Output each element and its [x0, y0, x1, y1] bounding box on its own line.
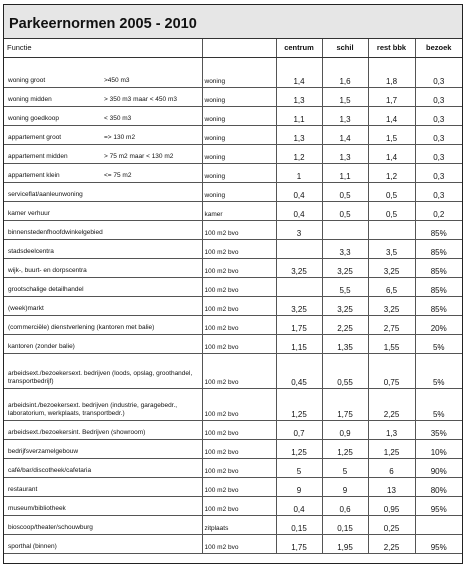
bezoek-cell: 0,3	[415, 125, 462, 144]
bezoek-cell: 85%	[415, 277, 462, 296]
table-row	[4, 57, 462, 87]
table-row	[4, 87, 462, 106]
unit-cell: 100 m2 bvo	[202, 458, 276, 477]
rest-cell: 0,75	[368, 353, 415, 388]
table-row	[4, 420, 462, 439]
unit-cell: woning	[202, 87, 276, 106]
unit-cell: kamer	[202, 201, 276, 220]
table-row	[4, 182, 462, 201]
centrum-cell: 1,75	[276, 315, 322, 334]
schil-cell: 1,3	[322, 144, 368, 163]
bezoek-cell: 0,3	[415, 182, 462, 201]
table-row	[4, 315, 462, 334]
table-row	[4, 458, 462, 477]
schil-cell: 1,6	[322, 57, 368, 87]
schil-cell: 5,5	[322, 277, 368, 296]
schil-cell: 0,15	[322, 515, 368, 534]
centrum-cell: 5	[276, 458, 322, 477]
bezoek-cell: 85%	[415, 220, 462, 239]
bezoek-cell: 85%	[415, 239, 462, 258]
table-row	[4, 334, 462, 353]
function-label: woning groot	[8, 76, 46, 84]
size-range: <= 75 m2	[104, 171, 132, 179]
function-label: restaurant	[8, 485, 38, 493]
schil-cell: 5	[322, 458, 368, 477]
function-cell	[4, 388, 202, 420]
schil-cell: 3,3	[322, 239, 368, 258]
schil-cell: 1,25	[322, 439, 368, 458]
function-label: wijk-, buurt- en dorpscentra	[8, 266, 87, 274]
function-label: arbeidsext./bezoekersext. bedrijven (loods, opslag, groothandel, transportbedrijf)	[8, 369, 193, 385]
unit-cell: 100 m2 bvo	[202, 277, 276, 296]
rest-cell: 1,25	[368, 439, 415, 458]
function-label: kamer verhuur	[8, 209, 50, 217]
header-centrum: centrum	[276, 39, 322, 57]
header-functie: Functie	[4, 39, 202, 57]
bezoek-cell: 0,2	[415, 201, 462, 220]
centrum-cell: 1,15	[276, 334, 322, 353]
centrum-cell: 1,1	[276, 106, 322, 125]
schil-cell: 3,25	[322, 258, 368, 277]
function-label: (commerciële) dienstverlening (kantoren met balie)	[8, 323, 155, 331]
rest-cell: 1,2	[368, 163, 415, 182]
centrum-cell: 0,45	[276, 353, 322, 388]
function-cell	[4, 163, 202, 182]
unit-cell: woning	[202, 125, 276, 144]
rest-cell: 1,4	[368, 106, 415, 125]
centrum-cell: 0,4	[276, 182, 322, 201]
size-range: < 350 m3	[104, 114, 132, 122]
schil-cell: 1,35	[322, 334, 368, 353]
unit-cell: 100 m2 bvo	[202, 388, 276, 420]
bezoek-cell: 95%	[415, 534, 462, 553]
table-row	[4, 439, 462, 458]
function-label: (week)markt	[8, 304, 44, 312]
rest-cell: 0,5	[368, 201, 415, 220]
bezoek-cell: 0,3	[415, 163, 462, 182]
function-label: appartement midden	[8, 152, 68, 160]
table-row	[4, 125, 462, 144]
unit-cell: 100 m2 bvo	[202, 296, 276, 315]
unit-cell: woning	[202, 57, 276, 87]
function-cell	[4, 420, 202, 439]
centrum-cell: 1,75	[276, 534, 322, 553]
function-label: woning goedkoop	[8, 114, 59, 122]
centrum-cell: 1,3	[276, 125, 322, 144]
centrum-cell: 0,4	[276, 201, 322, 220]
rest-cell: 1,5	[368, 125, 415, 144]
function-cell	[4, 125, 202, 144]
function-cell	[4, 296, 202, 315]
table-row	[4, 220, 462, 239]
function-label: arbeidsext./bezoekersint. Bedrijven (showroom)	[8, 428, 146, 436]
schil-cell: 1,5	[322, 87, 368, 106]
schil-cell	[322, 220, 368, 239]
rest-cell: 6,5	[368, 277, 415, 296]
unit-cell: 100 m2 bvo	[202, 315, 276, 334]
unit-cell: 100 m2 bvo	[202, 477, 276, 496]
bezoek-cell: 5%	[415, 353, 462, 388]
schil-cell: 0,9	[322, 420, 368, 439]
bezoek-cell: 0,3	[415, 57, 462, 87]
centrum-cell: 1,25	[276, 439, 322, 458]
unit-cell: woning	[202, 182, 276, 201]
function-cell	[4, 201, 202, 220]
rest-cell	[368, 220, 415, 239]
table-row	[4, 163, 462, 182]
rest-cell: 1,7	[368, 87, 415, 106]
size-range: >450 m3	[104, 76, 130, 84]
rest-cell: 6	[368, 458, 415, 477]
bezoek-cell: 0,3	[415, 106, 462, 125]
unit-cell: 100 m2 bvo	[202, 220, 276, 239]
rest-cell: 3,5	[368, 239, 415, 258]
unit-cell: woning	[202, 106, 276, 125]
function-cell	[4, 239, 202, 258]
header-unit	[202, 39, 276, 57]
table-row	[4, 277, 462, 296]
function-cell	[4, 144, 202, 163]
table-row	[4, 534, 462, 553]
bezoek-cell: 10%	[415, 439, 462, 458]
centrum-cell: 0,4	[276, 496, 322, 515]
function-cell	[4, 353, 202, 388]
unit-cell: 100 m2 bvo	[202, 353, 276, 388]
header-bezoek: bezoek	[415, 39, 462, 57]
header-row	[4, 39, 462, 57]
function-cell	[4, 496, 202, 515]
rest-cell: 1,55	[368, 334, 415, 353]
parking-norms-sheet	[3, 4, 463, 564]
rest-cell: 0,25	[368, 515, 415, 534]
function-cell	[4, 334, 202, 353]
unit-cell: 100 m2 bvo	[202, 496, 276, 515]
centrum-cell: 0,15	[276, 515, 322, 534]
bezoek-cell: 85%	[415, 258, 462, 277]
schil-cell: 0,6	[322, 496, 368, 515]
function-label: sporthal (binnen)	[8, 542, 57, 550]
table-row	[4, 496, 462, 515]
rest-cell: 1,8	[368, 57, 415, 87]
bezoek-cell	[415, 515, 462, 534]
function-label: museum/bibliotheek	[8, 504, 66, 512]
function-cell	[4, 182, 202, 201]
unit-cell: zitplaats	[202, 515, 276, 534]
rest-cell: 13	[368, 477, 415, 496]
size-range: > 75 m2 maar < 130 m2	[104, 152, 174, 160]
rest-cell: 0,95	[368, 496, 415, 515]
function-cell	[4, 277, 202, 296]
table-row	[4, 144, 462, 163]
centrum-cell	[276, 239, 322, 258]
function-label: kantoren (zonder balie)	[8, 342, 75, 350]
unit-cell: woning	[202, 163, 276, 182]
unit-cell: 100 m2 bvo	[202, 239, 276, 258]
rest-cell: 2,25	[368, 534, 415, 553]
table-row	[4, 353, 462, 388]
unit-cell: 100 m2 bvo	[202, 534, 276, 553]
bezoek-cell: 0,3	[415, 87, 462, 106]
rest-cell: 0,5	[368, 182, 415, 201]
centrum-cell: 1,2	[276, 144, 322, 163]
table-row	[4, 239, 462, 258]
parking-norms-table	[4, 39, 462, 554]
centrum-cell: 9	[276, 477, 322, 496]
bezoek-cell: 5%	[415, 388, 462, 420]
centrum-cell: 0,7	[276, 420, 322, 439]
rest-cell: 1,3	[368, 420, 415, 439]
rest-cell: 1,4	[368, 144, 415, 163]
function-label: stadsdeelcentra	[8, 247, 54, 255]
schil-cell: 0,55	[322, 353, 368, 388]
centrum-cell: 1	[276, 163, 322, 182]
function-label: grootschalige detailhandel	[8, 285, 84, 293]
size-range: > 350 m3 maar < 450 m3	[104, 95, 177, 103]
rest-cell: 2,25	[368, 388, 415, 420]
size-range: => 130 m2	[104, 133, 136, 141]
rest-cell: 3,25	[368, 296, 415, 315]
schil-cell: 1,4	[322, 125, 368, 144]
schil-cell: 9	[322, 477, 368, 496]
function-cell	[4, 106, 202, 125]
bezoek-cell: 80%	[415, 477, 462, 496]
function-label: binnenstedenfhoofdwinkelgebied	[8, 228, 103, 236]
bezoek-cell: 0,3	[415, 144, 462, 163]
table-row	[4, 388, 462, 420]
schil-cell: 0,5	[322, 182, 368, 201]
function-label: woning midden	[8, 95, 52, 103]
unit-cell: 100 m2 bvo	[202, 420, 276, 439]
rest-cell: 2,75	[368, 315, 415, 334]
unit-cell: 100 m2 bvo	[202, 258, 276, 277]
schil-cell: 1,75	[322, 388, 368, 420]
function-cell	[4, 87, 202, 106]
bezoek-cell: 90%	[415, 458, 462, 477]
table-row	[4, 258, 462, 277]
table-row	[4, 106, 462, 125]
bezoek-cell: 85%	[415, 296, 462, 315]
function-cell	[4, 315, 202, 334]
centrum-cell: 1,25	[276, 388, 322, 420]
function-cell	[4, 515, 202, 534]
function-cell	[4, 57, 202, 87]
function-label: café/bar/discotheek/cafetaria	[8, 466, 92, 474]
bezoek-cell: 5%	[415, 334, 462, 353]
function-label: bioscoop/theater/schouwburg	[8, 523, 93, 531]
schil-cell: 3,25	[322, 296, 368, 315]
function-label: bedrijfsverzamelgebouw	[8, 447, 79, 455]
header-schil: schil	[322, 39, 368, 57]
title-bar	[4, 5, 462, 39]
function-cell	[4, 458, 202, 477]
function-label: appartement klein	[8, 171, 60, 179]
table-row	[4, 515, 462, 534]
centrum-cell: 1,4	[276, 57, 322, 87]
bezoek-cell: 20%	[415, 315, 462, 334]
schil-cell: 2,25	[322, 315, 368, 334]
function-label: appartement groot	[8, 133, 62, 141]
schil-cell: 1,3	[322, 106, 368, 125]
schil-cell: 0,5	[322, 201, 368, 220]
schil-cell: 1,95	[322, 534, 368, 553]
function-cell	[4, 258, 202, 277]
bezoek-cell: 95%	[415, 496, 462, 515]
function-cell	[4, 534, 202, 553]
centrum-cell	[276, 277, 322, 296]
function-cell	[4, 439, 202, 458]
bezoek-cell: 35%	[415, 420, 462, 439]
rest-cell: 3,25	[368, 258, 415, 277]
unit-cell: 100 m2 bvo	[202, 439, 276, 458]
schil-cell: 1,1	[322, 163, 368, 182]
function-label: serviceflat/aanleunwoning	[8, 190, 83, 198]
centrum-cell: 3,25	[276, 258, 322, 277]
table-row	[4, 201, 462, 220]
centrum-cell: 3	[276, 220, 322, 239]
table-row	[4, 296, 462, 315]
centrum-cell: 3,25	[276, 296, 322, 315]
unit-cell: 100 m2 bvo	[202, 334, 276, 353]
unit-cell: woning	[202, 144, 276, 163]
header-rest-bbk: rest bbk	[368, 39, 415, 57]
table-row	[4, 477, 462, 496]
centrum-cell: 1,3	[276, 87, 322, 106]
function-cell	[4, 220, 202, 239]
function-cell	[4, 477, 202, 496]
page-title: Parkeernormen 2005 - 2010	[9, 16, 197, 32]
function-label: arbeidsint./bezoekersext. bedrijven (industrie, garagebedr., laboratorium, werkplaats, transportbedr.)	[8, 401, 178, 417]
